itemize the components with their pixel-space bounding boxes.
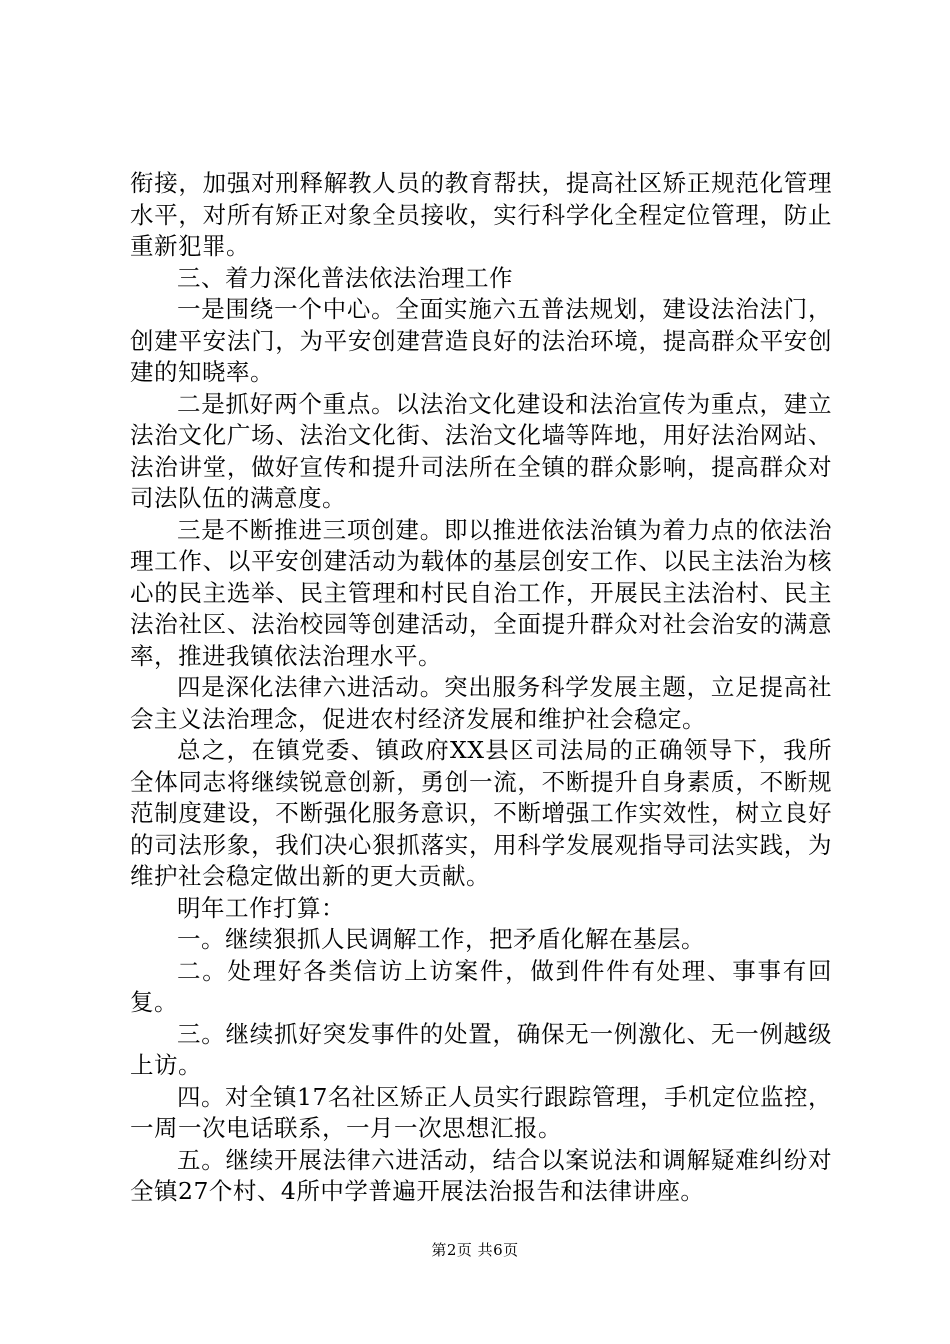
plan-item-2: 二。处理好各类信访上访案件，做到件件有处理、事事有回复。 xyxy=(130,956,832,1016)
plan-item-5: 五。继续开展法律六进活动，结合以案说法和调解疑难纠纷对全镇27个村、4所中学普遍开展法治报告和法律讲座。 xyxy=(130,1145,832,1205)
paragraph-three-creation: 三是不断推进三项创建。即以推进依法治镇为着力点的依法治理工作、以平安创建活动为载体的基层创安工作、以民主法治为核心的民主选举、民主管理和村民自治工作，开展民主法治村、民主法治社区、法治校园等创建活动，全面提升群众对社会治安的满意率，推进我镇依法治理水平。 xyxy=(130,515,832,670)
paragraph-continuation: 衔接，加强对刑释解教人员的教育帮扶，提高社区矫正规范化管理水平，对所有矫正对象全员接收，实行科学化全程定位管理，防止重新犯罪。 xyxy=(130,169,832,260)
page-number-footer: 第2页 共6页 xyxy=(431,1241,519,1259)
paragraph-two-focus: 二是抓好两个重点。以法治文化建设和法治宣传为重点，建立法治文化广场、法治文化街、法治文化墙等阵地，用好法治网站、法治讲堂，做好宣传和提升司法所在全镇的群众影响，提高群众对司法队伍的满意度。 xyxy=(130,389,832,512)
plan-item-3: 三。继续抓好突发事件的处置，确保无一例激化、无一例越级上访。 xyxy=(130,1019,832,1079)
section-heading-three: 三、着力深化普法依法治理工作 xyxy=(177,263,513,292)
paragraph-four-law-activity: 四是深化法律六进活动。突出服务科学发展主题，立足提高社会主义法治理念，促进农村经济发展和维护社会稳定。 xyxy=(130,673,832,733)
document-body xyxy=(130,168,832,1208)
next-year-plan-heading: 明年工作打算： xyxy=(177,893,345,922)
paragraph-summary: 总之，在镇党委、镇政府XX县区司法局的正确领导下，我所全体同志将继续锐意创新，勇创一流，不断提升自身素质，不断规范制度建设，不断强化服务意识，不断增强工作实效性，树立良好的司法形象，我们决心狠抓落实，用科学发展观指导司法实践，为维护社会稳定做出新的更大贡献。 xyxy=(130,736,832,890)
plan-item-4: 四。对全镇17名社区矫正人员实行跟踪管理，手机定位监控，一周一次电话联系，一月一次思想汇报。 xyxy=(130,1082,832,1142)
paragraph-one-center: 一是围绕一个中心。全面实施六五普法规划，建设法治法门，创建平安法门，为平安创建营造良好的法治环境，提高群众平安创建的知晓率。 xyxy=(130,295,832,386)
plan-item-1: 一。继续狠抓人民调解工作，把矛盾化解在基层。 xyxy=(177,925,705,953)
